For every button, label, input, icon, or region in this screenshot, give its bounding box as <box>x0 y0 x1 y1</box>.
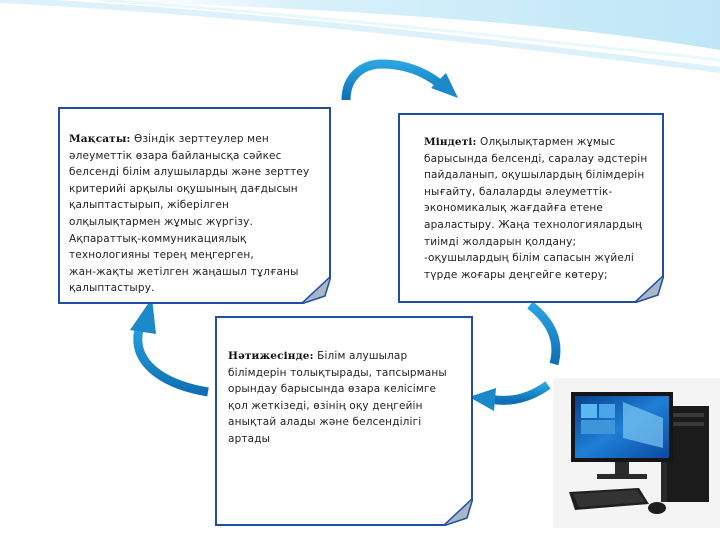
goal-card <box>58 107 331 304</box>
tasks-text: Олқылықтармен жұмыс барысында белсенді, саралау әдстерін пайдаланып, оқушылардың білімдерін нығайту, балаларды әлеуметтік- экономикалық жағдайға етене араластыру. Жаңа технологиялардың тиімді жолдарын қолдану; -оқушылардың білім сапасын жүйелі түрде жоғары деңгейге көтеру; <box>424 136 648 281</box>
goal-label: Мақсаты: <box>69 133 131 145</box>
tasks-label: Міндеті: <box>424 136 477 148</box>
result-card <box>215 316 473 526</box>
cycle-arrow-icon <box>469 385 548 411</box>
result-label: Нәтижесінде: <box>228 350 314 362</box>
cycle-arrow-icon <box>530 305 556 364</box>
goal-text: Өзіндік зерттеулер мен әлеуметтік өзара байланысқа сәйкес белсенді білім алушыларды және зерттеу критерийі арқылы оқушының дағдысын қалыптастырып, жіберілген олқылықтармен жұмыс жүргізу. Ақпараттық-коммуникациялық технологияны терең меңгерген, жан-жақты жетілген жаңашыл тұлғаны қалыптастыру. <box>69 133 310 295</box>
desktop-computer-image <box>553 378 720 528</box>
result-text: Білім алушылар білімдерін толықтырады, тапсырманы орындау барысында өзара келісімге қол жеткізеді, өзінің оқу деңгейін анықтай алады және белсенділігі артады <box>228 350 447 445</box>
cycle-arrow-icon <box>346 64 458 100</box>
page-curl-icon <box>443 498 473 526</box>
page-curl-icon <box>301 276 331 304</box>
tasks-card <box>398 113 664 303</box>
cycle-arrow-icon <box>130 298 208 392</box>
page-curl-icon <box>634 275 664 303</box>
